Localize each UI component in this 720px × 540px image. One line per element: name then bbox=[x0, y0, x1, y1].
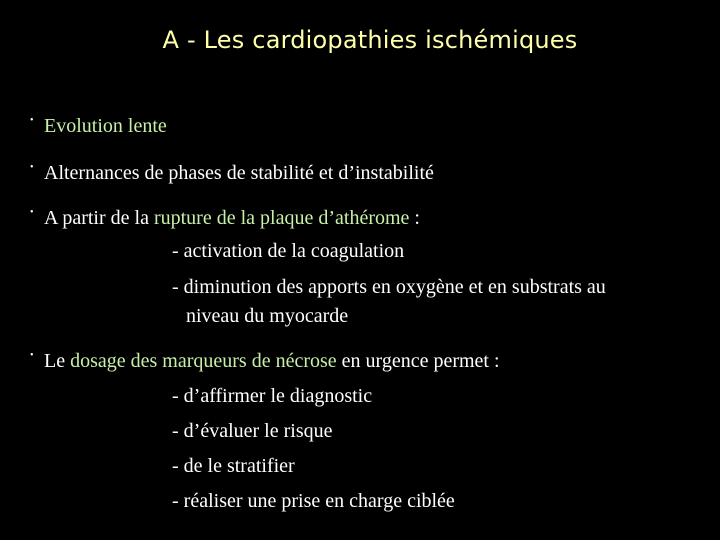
bullet-item-evolution: Evolution lente bbox=[44, 115, 167, 137]
rupture-highlight: rupture de la plaque d’athérome bbox=[153, 207, 410, 229]
sub-item-diagnostic: - d’affirmer le diagnostic bbox=[172, 385, 373, 407]
dosage-prefix: Le bbox=[44, 350, 71, 372]
rupture-suffix: : bbox=[409, 207, 420, 229]
bullet-item-alternances: Alternances de phases de stabilité et d’instabilité bbox=[44, 162, 434, 184]
slide-title: A - Les cardiopathies ischémiques bbox=[162, 26, 578, 54]
bullet-icon: • bbox=[30, 207, 34, 218]
bullet-icon: • bbox=[30, 350, 34, 361]
sub-item-stratifier: - de le stratifier bbox=[172, 455, 295, 477]
bullet-icon: • bbox=[30, 162, 34, 173]
dosage-suffix: en urgence permet : bbox=[336, 350, 500, 372]
dosage-highlight: dosage des marqueurs de nécrose bbox=[70, 350, 337, 372]
bullet-item-rupture bbox=[44, 206, 420, 230]
sub-item-apports: - diminution des apports en oxygène et en substrats au bbox=[172, 276, 606, 298]
sub-item-coagulation: - activation de la coagulation bbox=[172, 240, 405, 262]
sub-item-risque: - d’évaluer le risque bbox=[172, 420, 333, 442]
sub-item-apports-cont: niveau du myocarde bbox=[186, 305, 349, 327]
bullet-item-dosage bbox=[44, 349, 500, 373]
rupture-prefix: A partir de la bbox=[44, 207, 154, 229]
bullet-icon: • bbox=[30, 115, 34, 126]
sub-item-prise-en-charge: - réaliser une prise en charge ciblée bbox=[172, 490, 455, 512]
